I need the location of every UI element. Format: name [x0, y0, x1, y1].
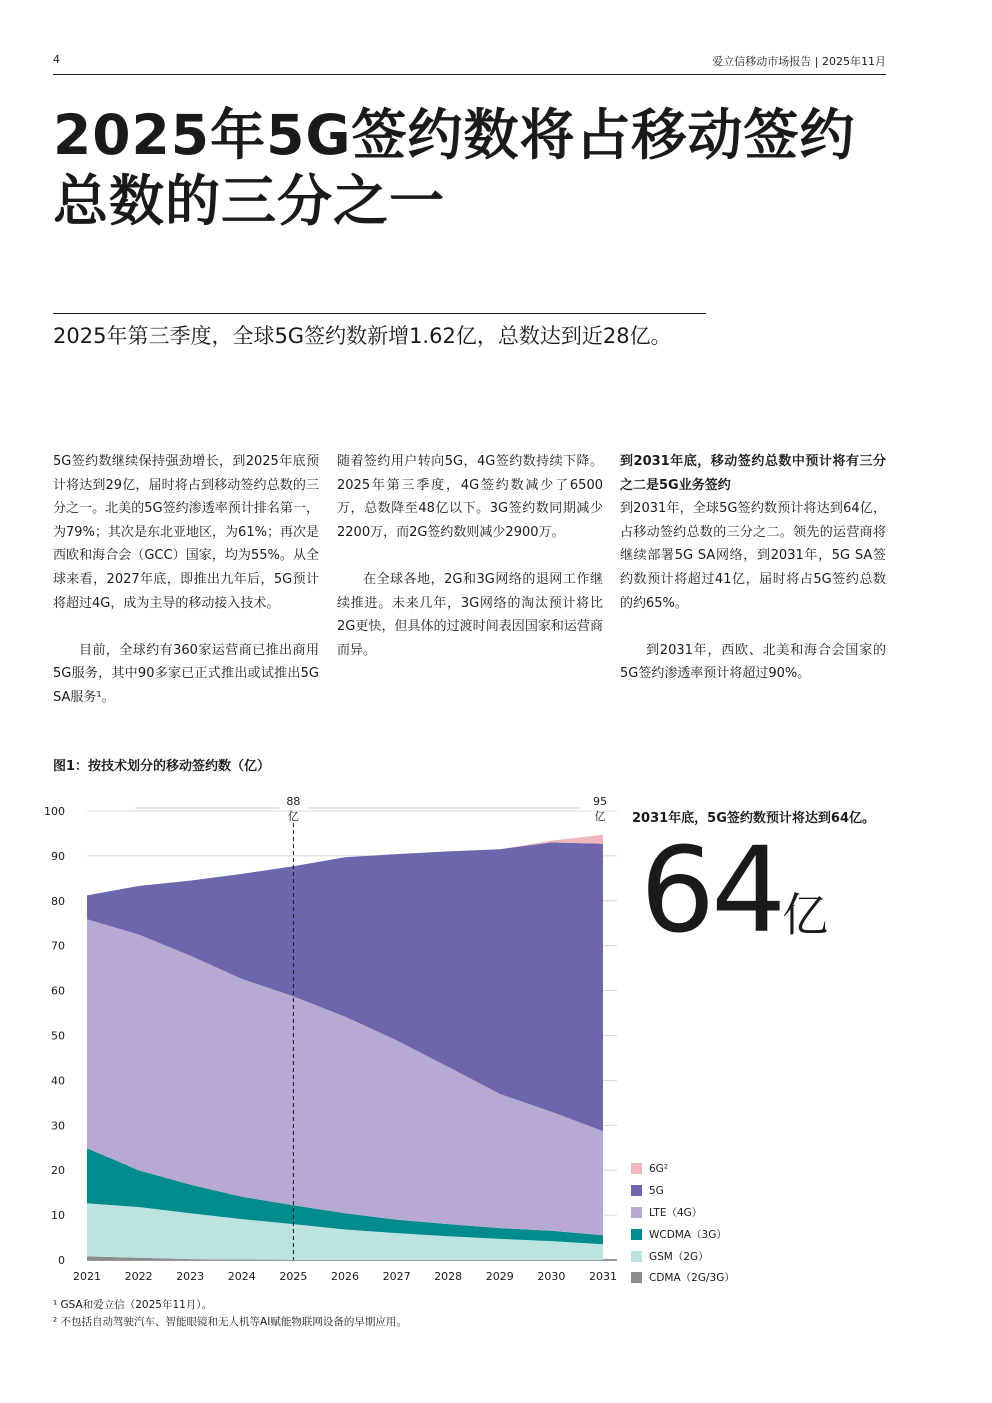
legend-label: LTE（4G）: [649, 1206, 703, 1219]
legend-item: [631, 1202, 735, 1224]
col1-paragraph-2: 目前，全球约有360家运营商已推出商用5G服务，其中90多家已正式推出或试推出5G SA服务¹。: [53, 642, 319, 705]
running-header: 爱立信移动市场报告 | 2025年11月: [712, 55, 886, 68]
y-tick-label: 50: [51, 1029, 65, 1043]
legend-swatch: [631, 1272, 642, 1283]
subtitle-rule: [53, 313, 706, 314]
legend-item: [631, 1267, 735, 1289]
y-tick-label: 80: [51, 894, 65, 908]
y-tick-label: 90: [51, 849, 65, 863]
x-tick-label: 2030: [537, 1270, 566, 1283]
big-number-unit: 亿: [782, 888, 829, 942]
legend-swatch: [631, 1251, 642, 1262]
legend-label: WCDMA（3G）: [649, 1228, 727, 1241]
x-tick-label: 2025: [279, 1270, 308, 1283]
y-tick-label: 10: [51, 1209, 65, 1223]
big-number: [640, 820, 828, 985]
annotation-value: 95: [593, 795, 607, 808]
x-tick-label: 2023: [176, 1270, 205, 1283]
chart-callout: 2031年底，5G签约数预计将达到64亿。: [632, 811, 875, 826]
annotation-value: 88: [286, 795, 301, 808]
y-tick-label: 60: [51, 984, 65, 998]
x-tick-label: 2031: [589, 1270, 617, 1283]
col3-paragraph-1: 到2031年，全球5G签约数预计将达到64亿，占移动签约总数的三分之二。领先的运营商将继续部署5G SA网络，到2031年，5G SA签约数预计将超过41亿，届时将占5G签约总数的约65%。: [620, 501, 886, 611]
text-column-1: [53, 450, 319, 710]
x-tick-label: 2028: [434, 1270, 463, 1283]
footnotes: [53, 1297, 407, 1331]
y-tick-label: 0: [58, 1254, 65, 1267]
x-tick-label: 2026: [331, 1270, 359, 1283]
legend-label: GSM（2G）: [649, 1250, 709, 1263]
legend-item: [631, 1223, 735, 1245]
legend-swatch: [631, 1229, 642, 1240]
col3-paragraph-2: 到2031年，西欧、北美和海合会国家的5G签约渗透率预计将超过90%。: [620, 642, 886, 682]
title-line-2: 总数的三分之一: [53, 169, 446, 233]
stacked-area-chart: [40, 785, 620, 1290]
text-column-2: [337, 450, 603, 662]
legend-swatch: [631, 1185, 642, 1196]
legend-item: [631, 1245, 735, 1267]
col1-paragraph-1: 5G签约数继续保持强劲增长，到2025年底预计将达到29亿，届时将占到移动签约总数的三分之一。北美的5G签约渗透率预计排名第一，为79%；其次是东北亚地区，为61%；再次是西欧和海合会（GCC）国家，均为55%。从全球来看，2027年底，即推出九年后，5G预计将超过4G，成为主导的移动接入技术。: [53, 454, 319, 611]
footnote-1: ¹ GSA和爱立信（2025年11月）。: [53, 1299, 213, 1311]
legend-swatch: [631, 1163, 642, 1174]
x-tick-label: 2021: [73, 1270, 101, 1283]
x-tick-label: 2024: [227, 1270, 256, 1283]
legend-item: [631, 1180, 735, 1202]
figure-title: 图1：按技术划分的移动签约数（亿）: [53, 759, 271, 774]
annotation-unit: 亿: [287, 810, 299, 823]
x-tick-label: 2022: [124, 1270, 153, 1283]
y-tick-label: 30: [51, 1119, 65, 1133]
y-tick-label: 40: [51, 1074, 65, 1088]
col2-paragraph-1: 随着签约用户转向5G，4G签约数持续下降。2025年第三季度，4G签约数减少了6500万，总数降至48亿以下。3G签约数同期减少2200万，而2G签约数则减少2900万。: [337, 454, 603, 540]
big-number-value: 64: [640, 821, 783, 959]
y-tick-label: 20: [51, 1164, 65, 1178]
title-line-1: 2025年5G签约数将占移动签约: [53, 103, 856, 167]
legend-label: 6G²: [649, 1162, 669, 1175]
chart-legend: [631, 1158, 735, 1289]
x-tick-label: 2027: [382, 1270, 411, 1283]
legend-swatch: [631, 1207, 642, 1218]
legend-label: CDMA（2G/3G）: [649, 1272, 735, 1285]
header-rule: [53, 74, 886, 75]
page-number: 4: [53, 53, 60, 66]
text-column-3: [620, 450, 886, 686]
col3-heading: 到2031年底，移动签约总数中预计将有三分之二是5G业务签约: [620, 454, 886, 493]
legend-item: [631, 1158, 735, 1180]
annotation-unit: 亿: [594, 810, 606, 823]
x-tick-label: 2029: [485, 1270, 514, 1283]
col2-paragraph-2: 在全球各地，2G和3G网络的退网工作继续推进。未来几年，3G网络的淘汰预计将比2G更快，但具体的过渡时间表因国家和运营商而异。: [337, 571, 603, 658]
legend-label: 5G: [649, 1184, 664, 1197]
y-tick-label: 100: [44, 805, 65, 818]
footnote-2: ² 不包括自动驾驶汽车、智能眼镜和无人机等AI赋能物联网设备的早期应用。: [53, 1316, 407, 1328]
subtitle: 2025年第三季度，全球5G签约数新增1.62亿，总数达到近28亿。: [53, 324, 672, 348]
page-title: [53, 102, 893, 234]
y-tick-label: 70: [51, 939, 65, 953]
